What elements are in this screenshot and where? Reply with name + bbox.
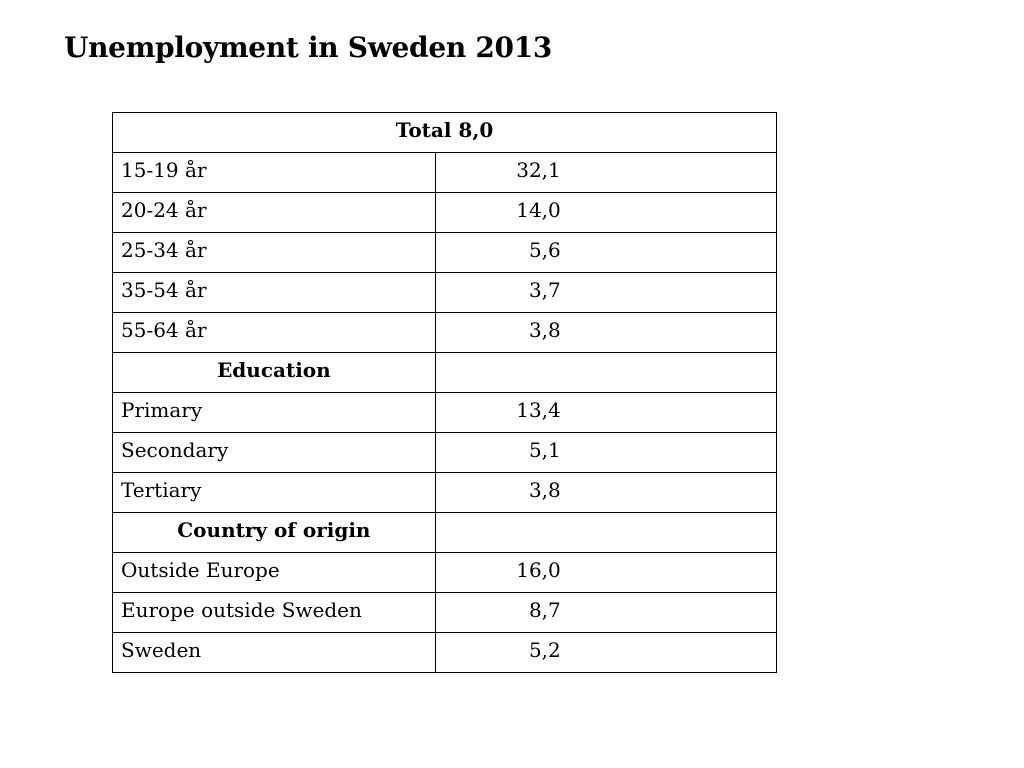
row-value-cell	[435, 633, 776, 673]
row-label: 35-54 år	[113, 273, 436, 313]
table-row	[113, 433, 777, 473]
total-row	[113, 113, 777, 153]
section-row-education	[113, 353, 777, 393]
row-value-cell	[435, 473, 776, 513]
row-label: Europe outside Sweden	[113, 593, 436, 633]
row-label: Primary	[113, 393, 436, 433]
row-value: 8,7	[528, 598, 561, 622]
page-title: Unemployment in Sweden 2013	[64, 31, 553, 64]
row-value-cell	[435, 273, 776, 313]
row-value-cell	[435, 193, 776, 233]
section-heading-education: Education	[113, 353, 436, 393]
row-value: 14,0	[516, 198, 561, 222]
row-label: 20-24 år	[113, 193, 436, 233]
row-value: 3,7	[528, 278, 561, 302]
row-value-cell	[435, 393, 776, 433]
table-row	[113, 313, 777, 353]
row-value-cell	[435, 593, 776, 633]
table-row	[113, 553, 777, 593]
table-row	[113, 633, 777, 673]
table-row	[113, 193, 777, 233]
row-value: 5,6	[528, 238, 561, 262]
total-cell: Total 8,0	[113, 113, 777, 153]
row-value: 5,2	[528, 638, 561, 662]
row-value-cell	[435, 153, 776, 193]
row-value-cell	[435, 233, 776, 273]
row-value: 3,8	[528, 318, 561, 342]
row-value: 16,0	[516, 558, 561, 582]
row-label: 55-64 år	[113, 313, 436, 353]
row-label: Secondary	[113, 433, 436, 473]
section-row-origin	[113, 513, 777, 553]
row-value: 3,8	[528, 478, 561, 502]
row-label: Tertiary	[113, 473, 436, 513]
row-label: 15-19 år	[113, 153, 436, 193]
table-row	[113, 153, 777, 193]
row-value-cell	[435, 553, 776, 593]
table-row	[113, 393, 777, 433]
section-heading-origin: Country of origin	[113, 513, 436, 553]
empty-cell	[435, 513, 776, 553]
empty-cell	[435, 353, 776, 393]
row-value: 32,1	[516, 158, 561, 182]
row-label: Sweden	[113, 633, 436, 673]
row-label: Outside Europe	[113, 553, 436, 593]
row-value-cell	[435, 313, 776, 353]
unemployment-table	[112, 112, 777, 673]
row-value-cell	[435, 433, 776, 473]
table-row	[113, 473, 777, 513]
row-label: 25-34 år	[113, 233, 436, 273]
table-row	[113, 233, 777, 273]
row-value: 13,4	[516, 398, 561, 422]
table-row	[113, 593, 777, 633]
table-row	[113, 273, 777, 313]
row-value: 5,1	[528, 438, 561, 462]
